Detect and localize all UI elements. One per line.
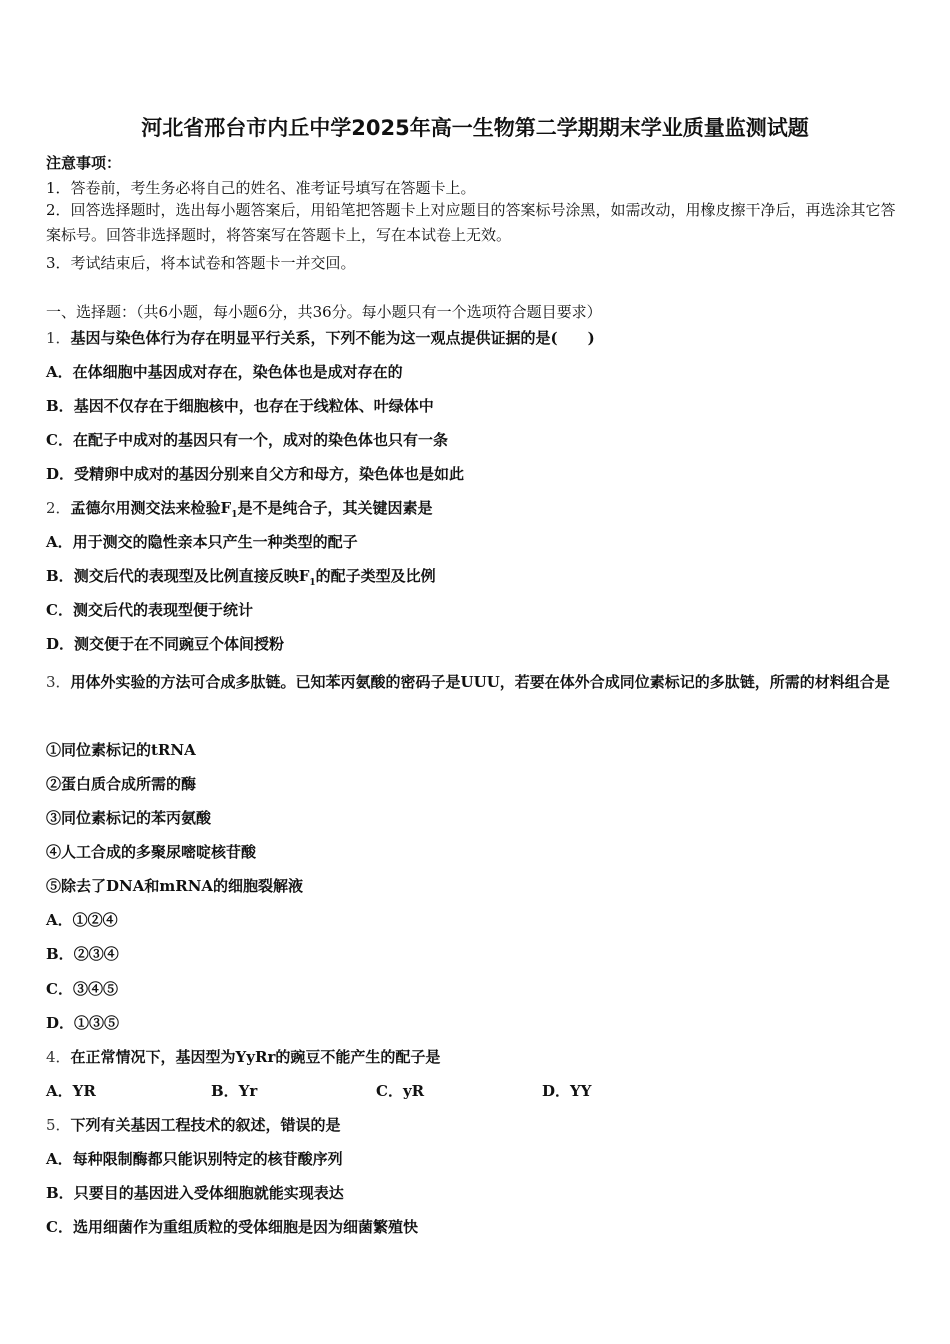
question-2: 2．孟德尔用测交法来检验$F_1$是不是纯合子，其关键因素是 xyxy=(46,499,433,520)
q2-option-a: A．用于测交的隐性亲本只产生一种类型的配子 xyxy=(46,533,358,551)
section-heading: 一、选择题：（共6小题，每小题6分，共36分。每小题只有一个选项符合题目要求） xyxy=(46,303,602,321)
question-number: 2． xyxy=(46,499,71,517)
question-5: 5．下列有关基因工程技术的叙述，错误的是 xyxy=(46,1116,341,1134)
q3-material-1: ①同位素标记的tRNA xyxy=(46,741,196,759)
page-title: 河北省邢台市内丘中学2025年高一生物第二学期期末学业质量监测试题 xyxy=(141,116,809,140)
q1-option-c: C．在配子中成对的基因只有一个，成对的染色体也只有一条 xyxy=(46,431,448,449)
q5-option-a: A．每种限制酶都只能识别特定的核苷酸序列 xyxy=(46,1150,343,1168)
notice-item-2: 2．回答选择题时，选出每小题答案后，用铅笔把答题卡上对应题目的答案标号涂黑，如需改动，用橡皮擦干净后，再选涂其它答案标号。回答非选择题时，将答案写在答题卡上，写在本试卷上无效。 xyxy=(46,201,896,244)
notice-item-1: 1．答卷前，考生务必将自己的姓名、准考证号填写在答题卡上。 xyxy=(46,179,476,197)
q5-option-c: C．选用细菌作为重组质粒的受体细胞是因为细菌繁殖快 xyxy=(46,1218,418,1236)
q3-option-c: C．③④⑤ xyxy=(46,980,118,998)
q3-option-a: A．①②④ xyxy=(46,911,118,929)
q5-option-b: B．只要目的基因进入受体细胞就能实现表达 xyxy=(46,1184,344,1202)
question-number: 4． xyxy=(46,1048,71,1066)
notice-item-3: 3．考试结束后，将本试卷和答题卡一并交回。 xyxy=(46,254,356,272)
question-4: 4．在正常情况下，基因型为YyRr的豌豆不能产生的配子是 xyxy=(46,1048,441,1066)
q4-options-row xyxy=(46,1080,646,1100)
q3-option-b: B．②③④ xyxy=(46,945,119,963)
q1-option-d: D．受精卵中成对的基因分别来自父方和母方，染色体也是如此 xyxy=(46,465,465,483)
q4-option-c: C．yR xyxy=(376,1082,425,1100)
q2-option-d: D．测交便于在不同豌豆个体间授粉 xyxy=(46,635,285,653)
q2-option-b: B．测交后代的表现型及比例直接反映$F_1$的配子类型及比例 xyxy=(46,567,436,588)
q2-option-c: C．测交后代的表现型便于统计 xyxy=(46,601,253,619)
q3-material-4: ④人工合成的多聚尿嘧啶核苷酸 xyxy=(46,843,257,861)
q4-option-b: B．Yr xyxy=(211,1082,258,1100)
q3-option-d: D．①③⑤ xyxy=(46,1014,120,1032)
notice-heading: 注意事项： xyxy=(46,154,122,172)
question-3: 3．用体外实验的方法可合成多肽链。已知苯丙氨酸的密码子是UUU，若要在体外合成同位素标记的多肽链，所需的材料组合是 xyxy=(46,673,890,691)
question-number: 5． xyxy=(46,1116,71,1134)
q3-material-3: ③同位素标记的苯丙氨酸 xyxy=(46,809,212,827)
question-number: 1． xyxy=(46,329,71,347)
q1-option-b: B．基因不仅存在于细胞核中，也存在于线粒体、叶绿体中 xyxy=(46,397,434,415)
q3-material-2: ②蛋白质合成所需的酶 xyxy=(46,775,197,793)
q1-option-a: A．在体细胞中基因成对存在，染色体也是成对存在的 xyxy=(46,363,403,381)
q4-option-a: A．YR xyxy=(46,1082,96,1100)
question-1 xyxy=(46,327,595,348)
question-stem: 基因与染色体行为存在明显平行关系，下列不能为这一观点提供证据的是( ) xyxy=(70,329,595,347)
q4-option-d: D．YY xyxy=(542,1082,592,1100)
question-number: 3． xyxy=(46,673,71,691)
q3-material-5: ⑤除去了DNA和mRNA的细胞裂解液 xyxy=(46,877,304,895)
